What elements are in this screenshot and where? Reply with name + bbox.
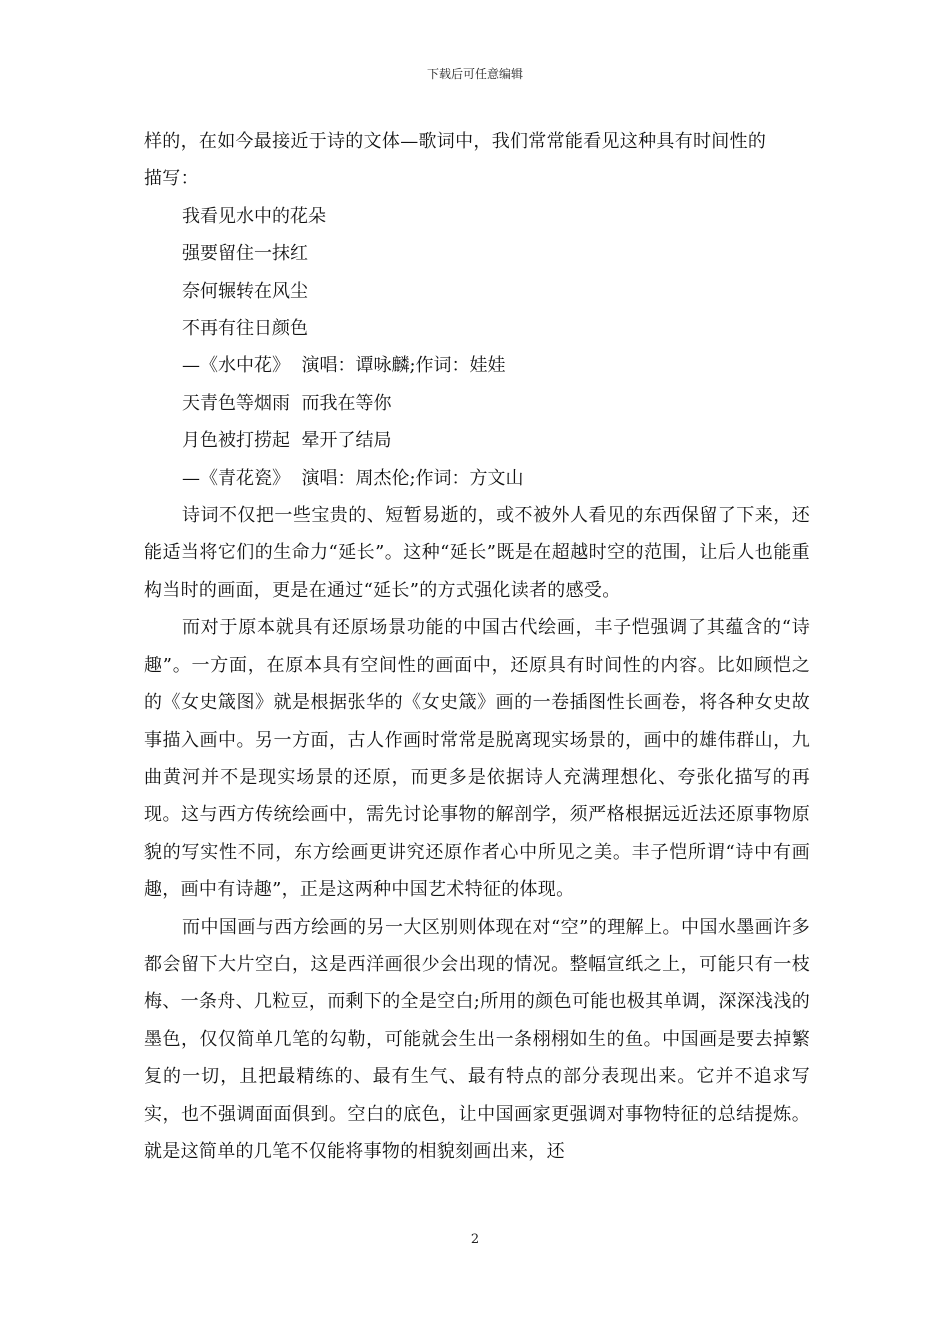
poem-line: 我看见水中的花朵 xyxy=(182,205,326,227)
poem-line: 奈何辗转在风尘 xyxy=(182,280,308,302)
poem-line: 天青色等烟雨 而我在等你 xyxy=(182,392,392,414)
page-number: 2 xyxy=(470,1232,480,1247)
poem-attribution: —《青花瓷》 演唱：周杰伦;作词：方文山 xyxy=(182,467,524,489)
poem-line: 强要留住一抹红 xyxy=(182,243,308,265)
poem-block xyxy=(144,198,810,497)
paragraph: 而对于原本就具有还原场景功能的中国古代绘画，丰子恺强调了其蕴含的“诗趣”。一方面，在原本具有空间性的画面中，还原具有时间性的内容。比如顾恺之的《女史箴图》就是根据张华的《女史箴》画的一卷插图性长画卷，将各种女史故事描入画中。另一方面，古人作画时常常是脱离现实场景的，画中的雄伟群山，九曲黄河并不是现实场景的还原，而更多是依据诗人充满理想化、夸张化描写的再现。这与西方传统绘画中，需先讨论事物的解剖学，须严格根据远近法还原事物原貌的写实性不同，东方绘画更讲究还原作者心中所见之美。丰子恺所谓“诗中有画趣，画中有诗趣”，正是这两种中国艺术特征的体现。 xyxy=(144,617,810,901)
document-body xyxy=(144,123,810,1170)
paragraph: 诗词不仅把一些宝贵的、短暂易逝的，或不被外人看见的东西保留了下来，还能适当将它们的生命力“延长”。这种“延长”既是在超越时空的范围，让后人也能重构当时的画面，更是在通过“延长”的方式强化读者的感受。 xyxy=(144,505,810,601)
page-header-note: 下载后可任意编辑 xyxy=(426,67,523,81)
poem-line: 月色被打捞起 晕开了结局 xyxy=(182,430,392,452)
paragraph: 而中国画与西方绘画的另一大区别则体现在对“空”的理解上。中国水墨画许多都会留下大片空白，这是西洋画很少会出现的情况。整幅宣纸之上，可能只有一枝梅、一条舟、几粒豆，而剩下的全是空白;所用的颜色可能也极其单调，深深浅浅的墨色，仅仅简单几笔的勾勒，可能就会生出一条栩栩如生的鱼。中国画是要去掉繁复的一切，且把最精练的、最有生气、最有特点的部分表现出来。它并不追求写实，也不强调面面俱到。空白的底色，让中国画家更强调对事物特征的总结提炼。就是这简单的几笔不仅能将事物的相貌刻画出来，还 xyxy=(144,916,810,1162)
poem-attribution: —《水中花》 演唱：谭咏麟;作词：娃娃 xyxy=(182,355,506,377)
intro-line: 样的，在如今最接近于诗的文体—歌词中，我们常常能看见这种具有时间性的 xyxy=(144,131,767,152)
intro-line: 描写： xyxy=(144,168,199,190)
poem-line: 不再有往日颜色 xyxy=(182,318,308,340)
